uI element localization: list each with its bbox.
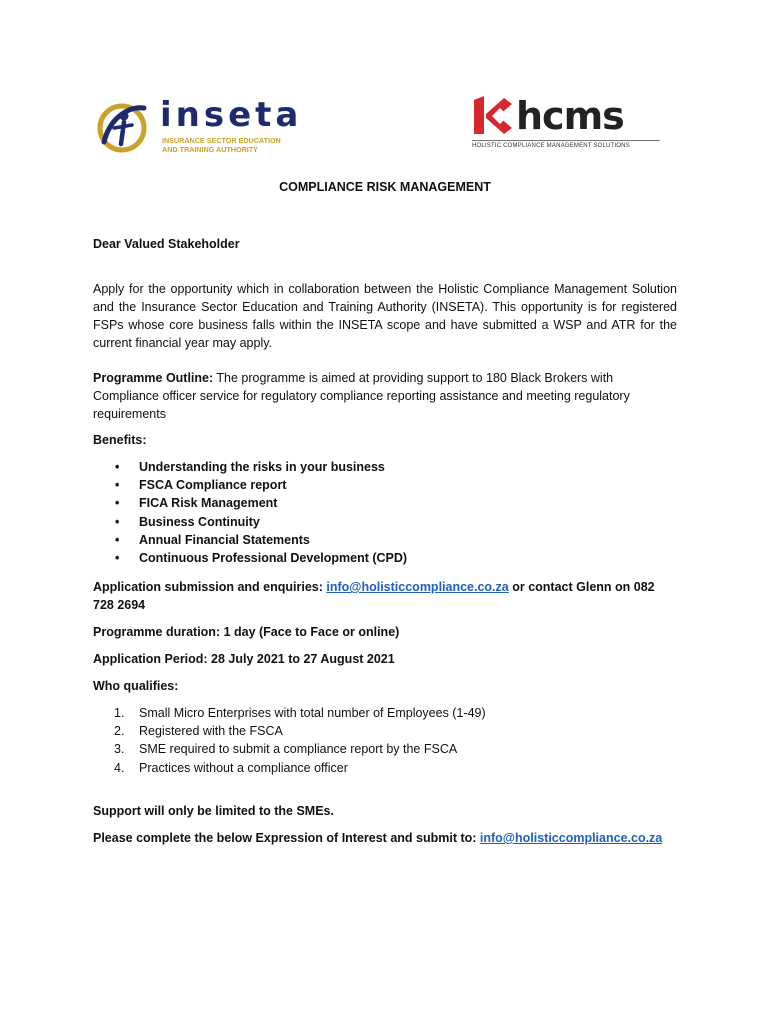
list-item: • FICA Risk Management (93, 494, 677, 512)
inseta-subtitle: INSURANCE SECTOR EDUCATION AND TRAINING AUTHORITY (162, 136, 281, 154)
list-item: 4. Practices without a compliance officer (114, 760, 348, 775)
application-contact: or contact Glenn on 082 728 2694 (93, 580, 655, 612)
list-item: 3. SME required to submit a compliance report by the FSCA (114, 742, 458, 757)
application-email-link[interactable]: info@holisticcompliance.co.za (326, 580, 509, 594)
closing-text: Please complete the below Expression of Interest and submit to: (93, 831, 480, 845)
list-item: • Business Continuity (93, 513, 677, 531)
bullet-icon: • (115, 514, 120, 529)
list-item: 2. Registered with the FSCA (114, 724, 283, 739)
hcms-subtitle: HOLISTIC COMPLIANCE MANAGEMENT SOLUTIONS (472, 143, 630, 149)
bullet-icon: • (115, 532, 120, 547)
qualifies-list (93, 704, 677, 777)
programme-outline-label: Programme Outline: (93, 371, 214, 385)
inseta-wordmark: inseta (160, 95, 303, 135)
programme-outline-text: The programme is aimed at providing support to 180 Black Brokers with Compliance officer service for regulatory compliance reporting assistance and meeting regulatory requirements (93, 371, 630, 421)
hcms-logo (470, 94, 662, 154)
closing-instruction (93, 829, 693, 847)
qualifies-list-wrapper (93, 704, 677, 777)
programme-duration: Programme duration: 1 day (Face to Face or online) (93, 625, 400, 639)
salutation: Dear Valued Stakeholder (93, 237, 240, 251)
application-period: Application Period: 28 July 2021 to 27 August 2021 (93, 652, 395, 666)
bullet-icon: • (115, 496, 120, 511)
list-item: • Annual Financial Statements (93, 531, 677, 549)
document-title: COMPLIANCE RISK MANAGEMENT (279, 180, 491, 194)
application-label: Application submission and enquiries: (93, 580, 327, 594)
bullet-icon: • (115, 460, 120, 474)
application-enquiries (93, 578, 677, 614)
intro-paragraph: Apply for the opportunity which in collaboration between the Holistic Compliance Management Solution and the Insurance Sector Education and Training Authority (INSETA). This opportunity is for registered FSPs whose core business falls within the INSETA scope and have submitted a WSP and ATR for the current financial year may apply. (93, 282, 677, 350)
benefits-label: Benefits: (93, 433, 147, 447)
hcms-divider (472, 140, 660, 141)
inseta-emblem-icon (94, 98, 150, 156)
benefits-list (93, 458, 677, 567)
hcms-emblem-icon (470, 94, 516, 138)
list-item: • Continuous Professional Development (CPD) (93, 549, 677, 567)
list-item: • FSCA Compliance report (93, 476, 677, 494)
closing-email-link[interactable]: info@holisticcompliance.co.za (479, 831, 663, 845)
bullet-icon: • (115, 478, 120, 493)
benefits-list-wrapper (93, 458, 677, 567)
programme-outline (93, 369, 677, 423)
list-item: • Understanding the risks in your business (93, 458, 677, 476)
hcms-wordmark: hcms (516, 94, 624, 138)
list-item: 1. Small Micro Enterprises with total number of Employees (1-49) (114, 706, 486, 720)
qualifies-label: Who qualifies: (93, 679, 179, 693)
inseta-logo (94, 95, 303, 158)
bullet-icon: • (115, 551, 120, 566)
support-note: Support will only be limited to the SMEs. (93, 804, 334, 818)
